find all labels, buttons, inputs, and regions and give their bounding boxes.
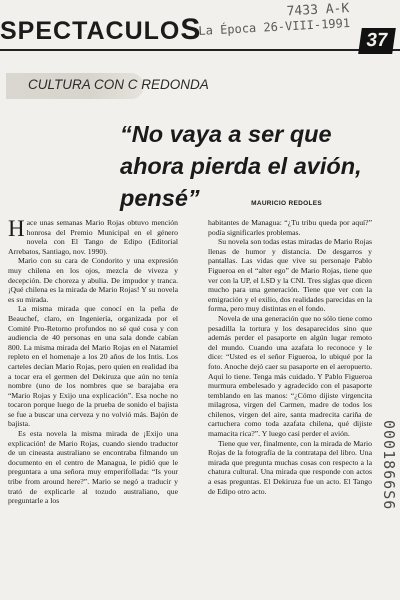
body-column-left [8,218,178,506]
body-paragraph: Hace unas semanas Mario Rojas obtuvo mención honrosa del Premio Municipal en el género novela con El Tango de Edipo (Editorial Arrebatos, Santiago, nov. 1990). [8,216,178,256]
body-paragraph: Novela de una generación que no sólo tiene como pesadilla la tortura y los desaparecidos sino que además perder el pasaporte en algún lugar remoto del mundo. Cuando una azafata lo reconoce y le dice: “Usted es el señor Figueroa, lo ubiqué por la foto. Anoche dejó caer su pasaporte en el aeropuerto. Aquí lo tiene. Tenga más cuidado. Y Pablo Figueroa murmura embelesado y agradecido con el pasaporte temblando en las manos: “¿Cómo dijiste virgencita milagrosa, virgen del Carmen, madre de todos los chilenos, virgen del aire, santa madrecita cariña de cartuchera como toda azafata chilena, qué dijiste mamacita rica?”. Y luego casi perder el avión. [208,313,372,439]
section-name: SPECTACULO [0,17,181,45]
handwritten-annotation [198,2,351,38]
rubric-label: CULTURA CON C REDONDA [28,77,209,92]
page-number: 37 [358,28,396,54]
body-paragraph: Su novela son todas estas miradas de Mario Rojas llenas de humor y distancia. De desgarros y pantallas. Las vidas que vive su personaje Pablo Figueroa en el “alter ego” de Mario Rojas, tiene que ver con la UP, el LSD y la CNI. Tres siglas que dicen mucho para una generación. Tiene que ver con la emigración y el exilio, dos realidades parecidas en la forma, pero muy distintas en el fondo. [208,237,372,314]
body-paragraph: habitantes de Managua: “¿Tu tribu queda por aquí?” podía significarles problemas. [208,218,372,237]
body-paragraph: La misma mirada que conocí en la peña de Beauchef, claro, en Ingeniería, organizada por el Comité Pro-Retorno profundos no sé qué cosa y con audiencia de 40 personas en una sala donde cabían 800. La misma mirada del Mario Rojas en el Natamiel repleto en el homenaje a los 20 años de los Intis. Los carteles decían Mario Rojas, pero quien en realidad iba a tocar era el germen del Dekiruza que aún no tenía nombre (uno de los nombres que se barajaba era “Mario Rojas y Exijo una explicación”. Esa noche no tocaron porque luego de la prueba de sonido el bajista se fue a buscar una cerveza y no volvió más. Bajón de bajista. [8,304,178,429]
archive-stamp: 0001866S6 [380,420,398,511]
article-byline: MAURICIO REDOLES [251,200,322,207]
rubric-band [6,73,209,99]
drop-cap: H [8,216,25,241]
body-column-right [208,218,372,496]
section-name-tail: S [180,13,202,46]
article-headline: “No vaya a ser que ahora pierda el avión, pensé” [120,121,362,211]
handwritten-source: La Época 26-VIII-1991 [198,16,351,38]
body-paragraph: Es esta novela la misma mirada de ¡Exijo una explicación! de Mario Rojas, cuando siendo traductor de un cineasta australiano se encontraba filmando un documento en el centro de Managua, le pidió que le preguntara a una señora muy emperifollada: “Is your tribe from around here?”. Mario se negó a traducir y trató de explicarle al tozudo australiano, que preguntarle a los [8,429,178,506]
handwritten-code: 7433 A-K [286,1,350,20]
masthead-rule [0,49,400,51]
body-paragraph: Mario con su cara de Condorito y una expresión muy chilena en los ojos, mezcla de viveza y decepción. De chorezа y abulia. De impudor y tranca. ¡Qué chilena es la mirada de Mario Rojas! Y su novela es su mirada. [8,256,178,304]
body-paragraph: Tiene que ver, finalmente, con la mirada de Mario Rojas de la fotografía de la contratapa del libro. Una mirada que pregunta muchas cosas con respecto a la chatura cultural. Una mirada que responde con actos a esas preguntas. El Dekiruza fue un acto. El Tango de Edipo otro acto. [208,438,372,496]
section-masthead [0,13,202,46]
